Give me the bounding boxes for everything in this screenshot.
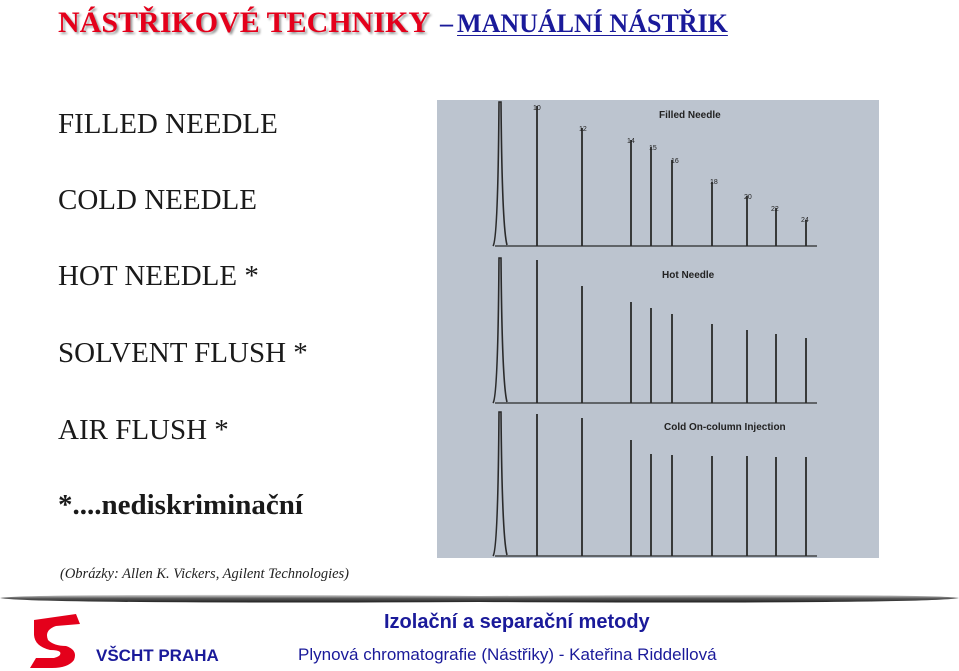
list-item-air-flush: AIR FLUSH * <box>58 414 229 446</box>
peak-label-18: 18 <box>710 179 718 186</box>
peak-label-20: 20 <box>744 194 752 201</box>
panel-label-cold-on-column: Cold On-column Injection <box>664 422 786 433</box>
panel-label-hot-needle: Hot Needle <box>662 270 715 281</box>
title-separator: – <box>440 9 454 38</box>
solvent-peak <box>493 102 507 246</box>
list-item-filled-needle: FILLED NEEDLE <box>58 108 278 140</box>
footer-course-title: Izolační a separační metody <box>384 611 650 633</box>
peak-label-15: 15 <box>649 145 657 152</box>
list-item-cold-needle: COLD NEEDLE <box>58 184 257 216</box>
slide-title <box>58 6 728 40</box>
chromatogram-svg <box>437 100 879 558</box>
list-item-solvent-flush: SOLVENT FLUSH * <box>58 337 308 369</box>
footer-subtitle: Plynová chromatografie (Nástřiky) - Kateřina Riddellová <box>298 645 717 664</box>
footer-divider <box>0 592 959 606</box>
peak-label-10: 10 <box>533 105 541 112</box>
list-item-nondiscriminating-note: *....nediskriminační <box>58 489 303 521</box>
peak-label-14: 14 <box>627 138 635 145</box>
peak-label-16: 16 <box>671 158 679 165</box>
solvent-peak <box>493 258 507 403</box>
list-item-hot-needle: HOT NEEDLE * <box>58 260 259 292</box>
solvent-peak <box>493 412 507 556</box>
panel-label-filled-needle: Filled Needle <box>659 110 721 121</box>
peak-label-22: 22 <box>771 206 779 213</box>
title-subtitle: MANUÁLNÍ NÁSTŘIK <box>457 9 728 38</box>
peak-label-24: 24 <box>801 217 809 224</box>
chromatogram-figure <box>437 100 879 558</box>
title-main: NÁSTŘIKOVÉ TECHNIKY <box>58 6 431 39</box>
footer-institution: VŠCHT PRAHA <box>96 646 219 665</box>
vscht-logo <box>26 610 86 670</box>
peak-label-12: 12 <box>579 126 587 133</box>
image-credit-caption: (Obrázky: Allen K. Vickers, Agilent Technologies) <box>60 566 350 582</box>
